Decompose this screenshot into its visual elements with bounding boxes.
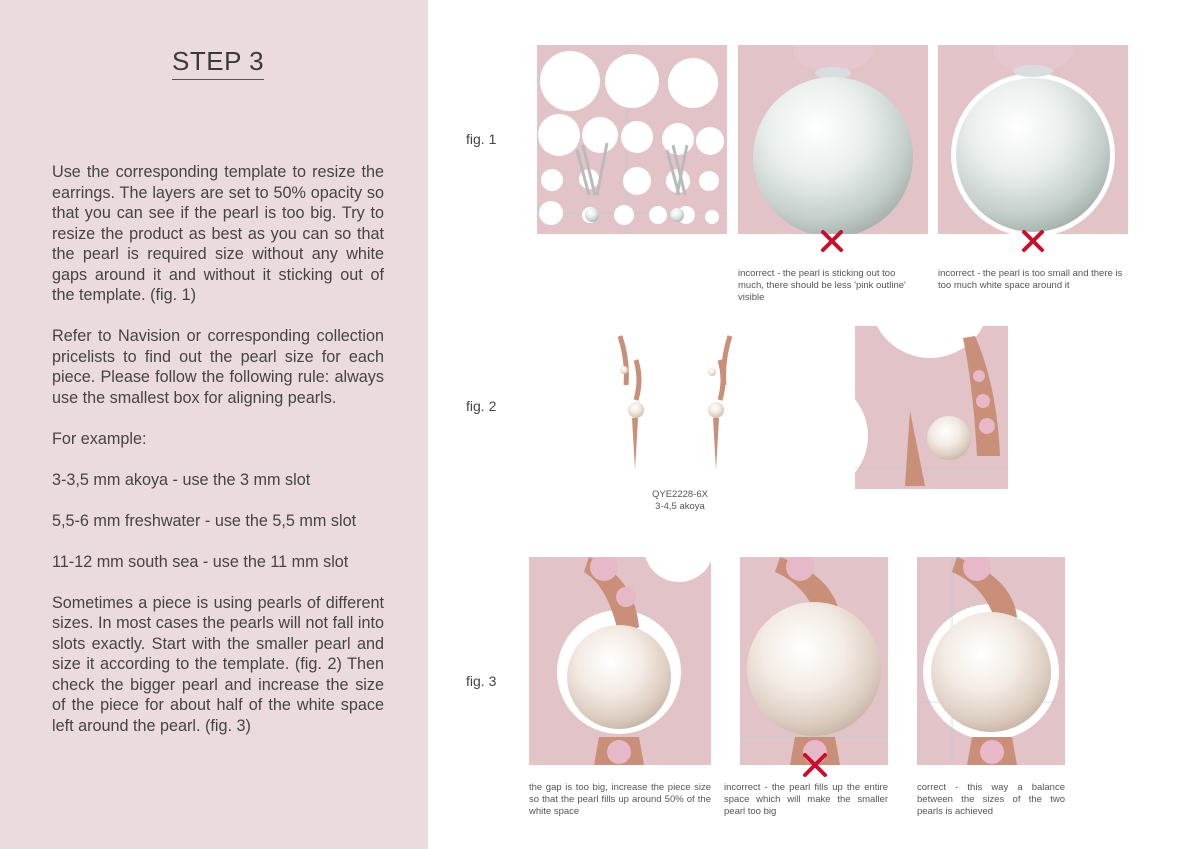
fig1-caption-too-small: incorrect - the pearl is too small and there is too much white space around it	[938, 268, 1123, 291]
instructions-column	[0, 0, 428, 849]
incorrect-x-icon	[802, 752, 828, 778]
step-title: STEP 3	[172, 46, 264, 80]
fig1-caption-too-big: incorrect - the pearl is sticking out too much, there should be less 'pink outline' visible	[738, 268, 906, 303]
fig1-pearl-too-big-panel	[738, 45, 928, 234]
balanced-pearl-graphic	[917, 557, 1065, 765]
paragraph-different-sizes: Sometimes a piece is using pearls of different sizes. In most cases the pearls will not fall into slots exactly. Start with the smaller pearl and size it according to the template. (fig. 2) Then check the bigger pearl and increase the size of the piece for about half of the white space left around the pearl. (fig. 3)	[52, 593, 384, 735]
gap-too-big-graphic	[529, 557, 711, 765]
earrings-product-image	[600, 330, 750, 475]
right-earring	[708, 336, 730, 470]
pearl-too-big-graphic	[738, 45, 928, 234]
left-earring	[620, 336, 644, 470]
fig2-small-pearl-panel	[855, 326, 1008, 489]
instructions-text	[52, 162, 384, 757]
template-circles-graphic	[537, 45, 727, 234]
fig1-label: fig. 1	[466, 131, 497, 147]
pearl-too-small-graphic	[938, 45, 1128, 234]
small-pearl-aligned-graphic	[855, 326, 1008, 489]
fig1-pearl-too-small-panel	[938, 45, 1128, 234]
paragraph-akoya-rule: 3-3,5 mm akoya - use the 3 mm slot	[52, 470, 311, 489]
fig3-gap-too-big-panel	[529, 557, 711, 765]
fig3-caption-fills-space: incorrect - the pearl fills up the entire space which will make the smaller pearl too big	[724, 782, 888, 817]
paragraph-navision: Refer to Navision or corresponding collection pricelists to find out the pearl size for each piece. Please follow the following rule: always use the smallest box for aligning pearls.	[52, 327, 384, 407]
fig3-balanced-panel	[917, 557, 1065, 765]
pearl-fills-space-graphic	[740, 557, 888, 765]
paragraph-freshwater-rule: 5,5-6 mm freshwater - use the 5,5 mm slot	[52, 511, 357, 530]
fig3-caption-gap-too-big: the gap is too big, increase the piece size so that the pearl fills up around 50% of the white space	[529, 782, 711, 817]
fig3-caption-correct: correct - this way a balance between the sizes of the two pearls is achieved	[917, 782, 1065, 817]
fig3-pearl-fills-space-panel	[740, 557, 888, 765]
product-code: QYE2228-6X	[652, 489, 708, 500]
incorrect-x-icon	[820, 229, 844, 253]
product-spec: 3-4,5 akoya	[655, 501, 705, 512]
paragraph-southsea-rule: 11-12 mm south sea - use the 11 mm slot	[52, 552, 349, 571]
fig2-label: fig. 2	[466, 398, 497, 414]
paragraph-resize: Use the corresponding template to resize the earrings. The layers are set to 50% opacity so that you can see if the pearl is too big. Try to resize the product as best as you can so that the pearl is required size without any white gaps around it and without it sticking out of the template. (fig. 1)	[52, 163, 384, 304]
fig3-label: fig. 3	[466, 673, 497, 689]
fig1-template-panel	[537, 45, 727, 234]
paragraph-example: For example:	[52, 429, 147, 448]
incorrect-x-icon	[1021, 229, 1045, 253]
